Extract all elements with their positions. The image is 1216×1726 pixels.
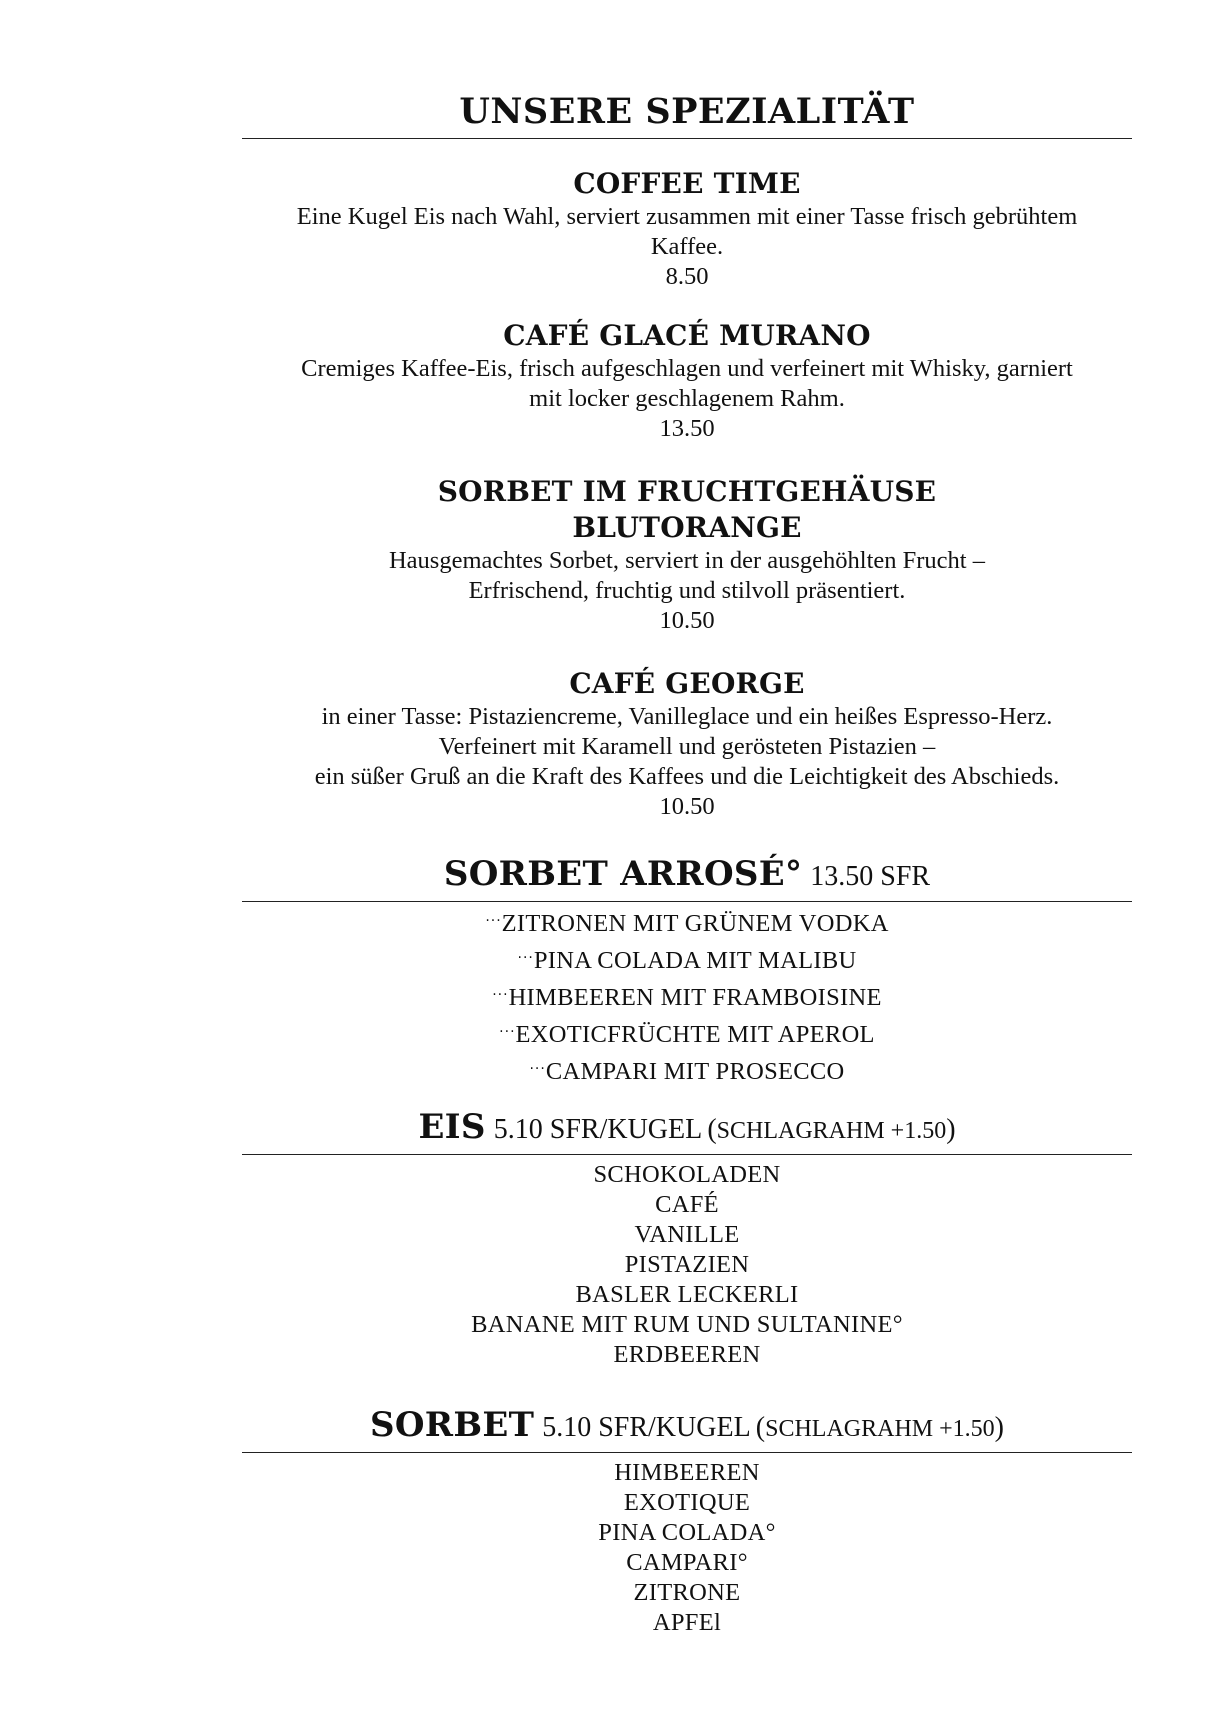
item-description-line: Verfeinert mit Karamell und gerösteten Pistazien – (438, 733, 936, 760)
section-price: 13.50 SFR (810, 861, 931, 892)
list-item: ···HIMBEEREN MIT FRAMBOISINE (492, 984, 882, 1011)
item-price: 10.50 (659, 607, 715, 634)
specialty-cafe-glace-murano (242, 318, 1132, 444)
title-divider (242, 138, 1132, 139)
list-item: SCHOKOLADEN (593, 1161, 781, 1188)
list-item: ···EXOTICFRÜCHTE MIT APEROL (499, 1021, 875, 1048)
item-price: 10.50 (659, 793, 715, 820)
item-description-line: Hausgemachtes Sorbet, serviert in der ausgehöhlten Frucht – (388, 547, 985, 574)
dots-prefix: ··· (499, 1024, 516, 1040)
item-description-line: mit locker geschlagenem Rahm. (529, 385, 845, 412)
sorbet-divider (242, 1452, 1132, 1453)
dots-prefix: ··· (517, 950, 534, 966)
item-price: 8.50 (665, 263, 709, 290)
section-note: SCHLAGRAHM +1.50 (716, 1118, 947, 1144)
sorbet-arrose-list (242, 904, 1132, 1089)
dots-prefix: ··· (492, 987, 509, 1003)
page-title: UNSERE SPEZIALITÄT (459, 91, 915, 132)
item-description-line: Cremiges Kaffee-Eis, frisch aufgeschlagen und verfeinert mit Whisky, garniert (301, 355, 1073, 382)
item-description-line: Eine Kugel Eis nach Wahl, serviert zusammen mit einer Tasse frisch gebrühtem (296, 203, 1078, 230)
section-title: SORBET (370, 1405, 535, 1445)
list-item: VANILLE (634, 1221, 740, 1248)
specialty-cafe-george (242, 666, 1132, 822)
list-item: ···ZITRONEN MIT GRÜNEM VODKA (485, 910, 889, 937)
list-item: PINA COLADA° (598, 1519, 776, 1546)
list-item: ···CAMPARI MIT PROSECCO (529, 1058, 845, 1085)
section-title: SORBET ARROSÉ° (443, 854, 803, 894)
item-name: CAFÉ GEORGE (569, 667, 805, 700)
section-price: 5.10 SFR/KUGEL (493, 1114, 703, 1145)
item-description-line: ein süßer Gruß an die Kraft des Kaffees und die Leichtigkeit des Abschieds. (314, 763, 1060, 790)
item-name: CAFÉ GLACÉ MURANO (503, 319, 871, 352)
section-price: 5.10 SFR/KUGEL (542, 1412, 751, 1443)
section-note: SCHLAGRAHM +1.50 (765, 1416, 995, 1442)
item-name-line2: BLUTORANGE (572, 511, 802, 544)
list-item: ZITRONE (633, 1579, 741, 1606)
item-description-line: Kaffee. (650, 233, 724, 260)
item-description-line: Erfrischend, fruchtig und stilvoll präsentiert. (468, 577, 906, 604)
list-item: EXOTIQUE (623, 1489, 751, 1516)
section-title: EIS (418, 1107, 486, 1147)
list-item: HIMBEEREN (614, 1459, 760, 1486)
list-item: PISTAZIEN (624, 1251, 750, 1278)
item-price: 13.50 (659, 415, 715, 442)
list-item: ···PINA COLADA MIT MALIBU (517, 947, 857, 974)
list-item: APFEl (652, 1609, 722, 1636)
list-item: CAFÉ (655, 1191, 719, 1218)
sorbet-arrose-divider (242, 901, 1132, 902)
section-heading-sorbet-arrose (242, 852, 1132, 902)
item-name: SORBET IM FRUCHTGEHÄUSE (437, 475, 937, 508)
specialty-coffee-time (242, 166, 1132, 292)
section-heading-sorbet: SORBET 5.10 SFR/KUGEL (SCHLAGRAHM +1.50) (370, 1405, 1004, 1445)
specialty-sorbet-fruchtgehaeuse (242, 474, 1132, 636)
item-name: COFFEE TIME (573, 167, 801, 200)
list-item: ERDBEEREN (613, 1341, 761, 1368)
item-description-line: in einer Tasse: Pistaziencreme, Vanilleglace und ein heißes Espresso-Herz. (321, 703, 1053, 730)
eis-divider (242, 1154, 1132, 1155)
eis-list (242, 1160, 1132, 1370)
list-item: BASLER LECKERLI (575, 1281, 799, 1308)
section-heading-eis: EIS 5.10 SFR/KUGEL (SCHLAGRAHM +1.50) (418, 1107, 956, 1147)
dots-prefix: ··· (485, 913, 502, 929)
sorbet-list (242, 1458, 1132, 1638)
dots-prefix: ··· (529, 1061, 546, 1077)
list-item: BANANE MIT RUM UND SULTANINE° (471, 1311, 903, 1338)
list-item: CAMPARI° (626, 1549, 748, 1576)
